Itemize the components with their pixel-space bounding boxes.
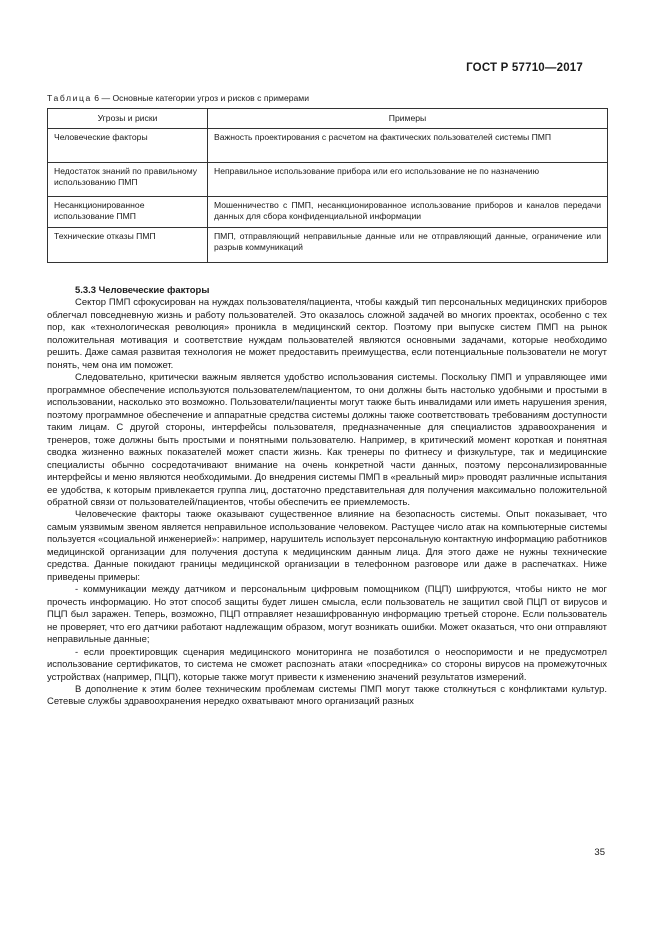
table-caption-title: 6 — Основные категории угроз и рисков с примерами [91, 93, 310, 103]
paragraph: Сектор ПМП сфокусирован на нуждах пользователя/пациента, чтобы каждый тип персональных медицинских приборов облегчал повседневную жизнь и работу пользователей. Это оказалось сложной задачей во многих проектах, особенно с тех пор, как «технологическая революция» проникла в медицинский сектор. Поэтому при выпуске систем ПМП на рынок положительная мотивация и соответствие нуждам пользователей являются основными задачами, которые необходимо решить. Даже самая развитая технология не может предоставить преимущества, если потенциальные пользователи не могут понять, чем она им поможет. [47, 297, 607, 371]
table-row [48, 197, 608, 228]
threat-cell: Человеческие факторы [48, 129, 208, 163]
column-header-examples: Примеры [208, 109, 608, 129]
table-row [48, 163, 608, 197]
paragraph: Следовательно, критически важным является удобство использования системы. Поскольку ПМП и управляющее ими программное обеспечение используются пользователем/пациентом, то они должны быть настолько удобными и простыми в использовании, насколько это возможно. Пользователи/пациенты могут также быть инвалидами или иметь нарушения зрения, поэтому программное обеспечение и аппаратные средства системы должны также соответствовать требованиям доступности таким лицам. С другой стороны, интерфейсы пользователя, предназначенные для специалистов здравоохранения и тренеров, тоже должны быть простыми и понятными пользователю. Например, в критический момент короткая и понятная сводка жизненно важных показателей может спасти жизнь. Как тренеры по фитнесу и физкультуре, так и медицинские специалисты обычно сосредотачивают внимание на очень конкретной части данных, поэтому персонализированные интерфейсы и меню являются необходимыми. До внедрения системы ПМП в «реальный мир» проводят различные испытания ее удобства, к которым привлекается группа лиц, достаточно представительная для получения максимально положительной обратной связи от пользователей/пациентов, чтобы обеспечить ее приемлемость. [47, 372, 607, 508]
paragraph: Человеческие факторы также оказывают существенное влияние на безопасность системы. Опыт показывает, что самым уязвимым звеном является неправильное использование человеком. Растущее число атак на компьютерные системы пользуется «социальной инженерией»: например, нарушитель использует персональную контактную информацию работников медицинской организации для получения доступа к медицинским данным лица. Для этого даже не нужны технические средства. Данные покидают границы медицинской организации в телефонном разговоре или даже в распечатках. Ниже приведены примеры: [47, 509, 607, 583]
list-item: - коммуникации между датчиком и персональным цифровым помощником (ПЦП) шифруются, чтобы никто не мог прочесть информацию. Но этот способ защиты будет лишен смысла, если пользователь не защитил свой ПЦП от вирусов и ПЦП был заражен. Теперь, возможно, ПЦП отправляет незашифрованную информацию третьей стороне. Если пользователь не проверяет, что его датчики работают надлежащим образом, могут возникать ошибки. Может оказаться, что они отправляют неправильные данные; [47, 584, 607, 646]
standard-number: ГОСТ Р 57710—2017 [466, 62, 583, 74]
example-cell: Важность проектирования с расчетом на фактических пользователей системы ПМП [208, 129, 608, 163]
example-cell: ПМП, отправляющий неправильные данные или не отправляющий данные, ограничение или разрыв коммуникаций [208, 228, 608, 263]
paragraph: В дополнение к этим более техническим проблемам системы ПМП могут также столкнуться с конфликтами культур. Сетевые службы здравоохранения нередко охватывают много организаций разных [47, 684, 607, 708]
threat-cell: Недостаток знаний по правильному использованию ПМП [48, 163, 208, 197]
example-cell: Неправильное использование прибора или его использование не по назначению [208, 163, 608, 197]
section-body [47, 285, 607, 709]
section-heading: 5.3.3 Человеческие факторы [75, 285, 210, 296]
table-row [48, 228, 608, 263]
threat-cell: Несанкционированное использование ПМП [48, 197, 208, 228]
table-caption [47, 93, 309, 103]
threats-table [47, 108, 608, 263]
example-cell: Мошенничество с ПМП, несанкционированное использование приборов и каналов передачи данных для сбора конфиденциальной информации [208, 197, 608, 228]
page-number: 35 [594, 847, 605, 858]
table-header-row [48, 109, 608, 129]
table-caption-prefix: Таблица [47, 93, 92, 103]
list-item: - если проектировщик сценария медицинского мониторинга не позаботился о неоспоримости и не предусмотрел использование сертификатов, то система не сможет распознать атаки «посредника» со стороны вирусов на промежуточных устройствах (например, ПЦП), которые также могут привести к изменению значений результатов измерений. [47, 646, 607, 683]
threat-cell: Технические отказы ПМП [48, 228, 208, 263]
table-row [48, 129, 608, 163]
column-header-threats: Угрозы и риски [48, 109, 208, 129]
